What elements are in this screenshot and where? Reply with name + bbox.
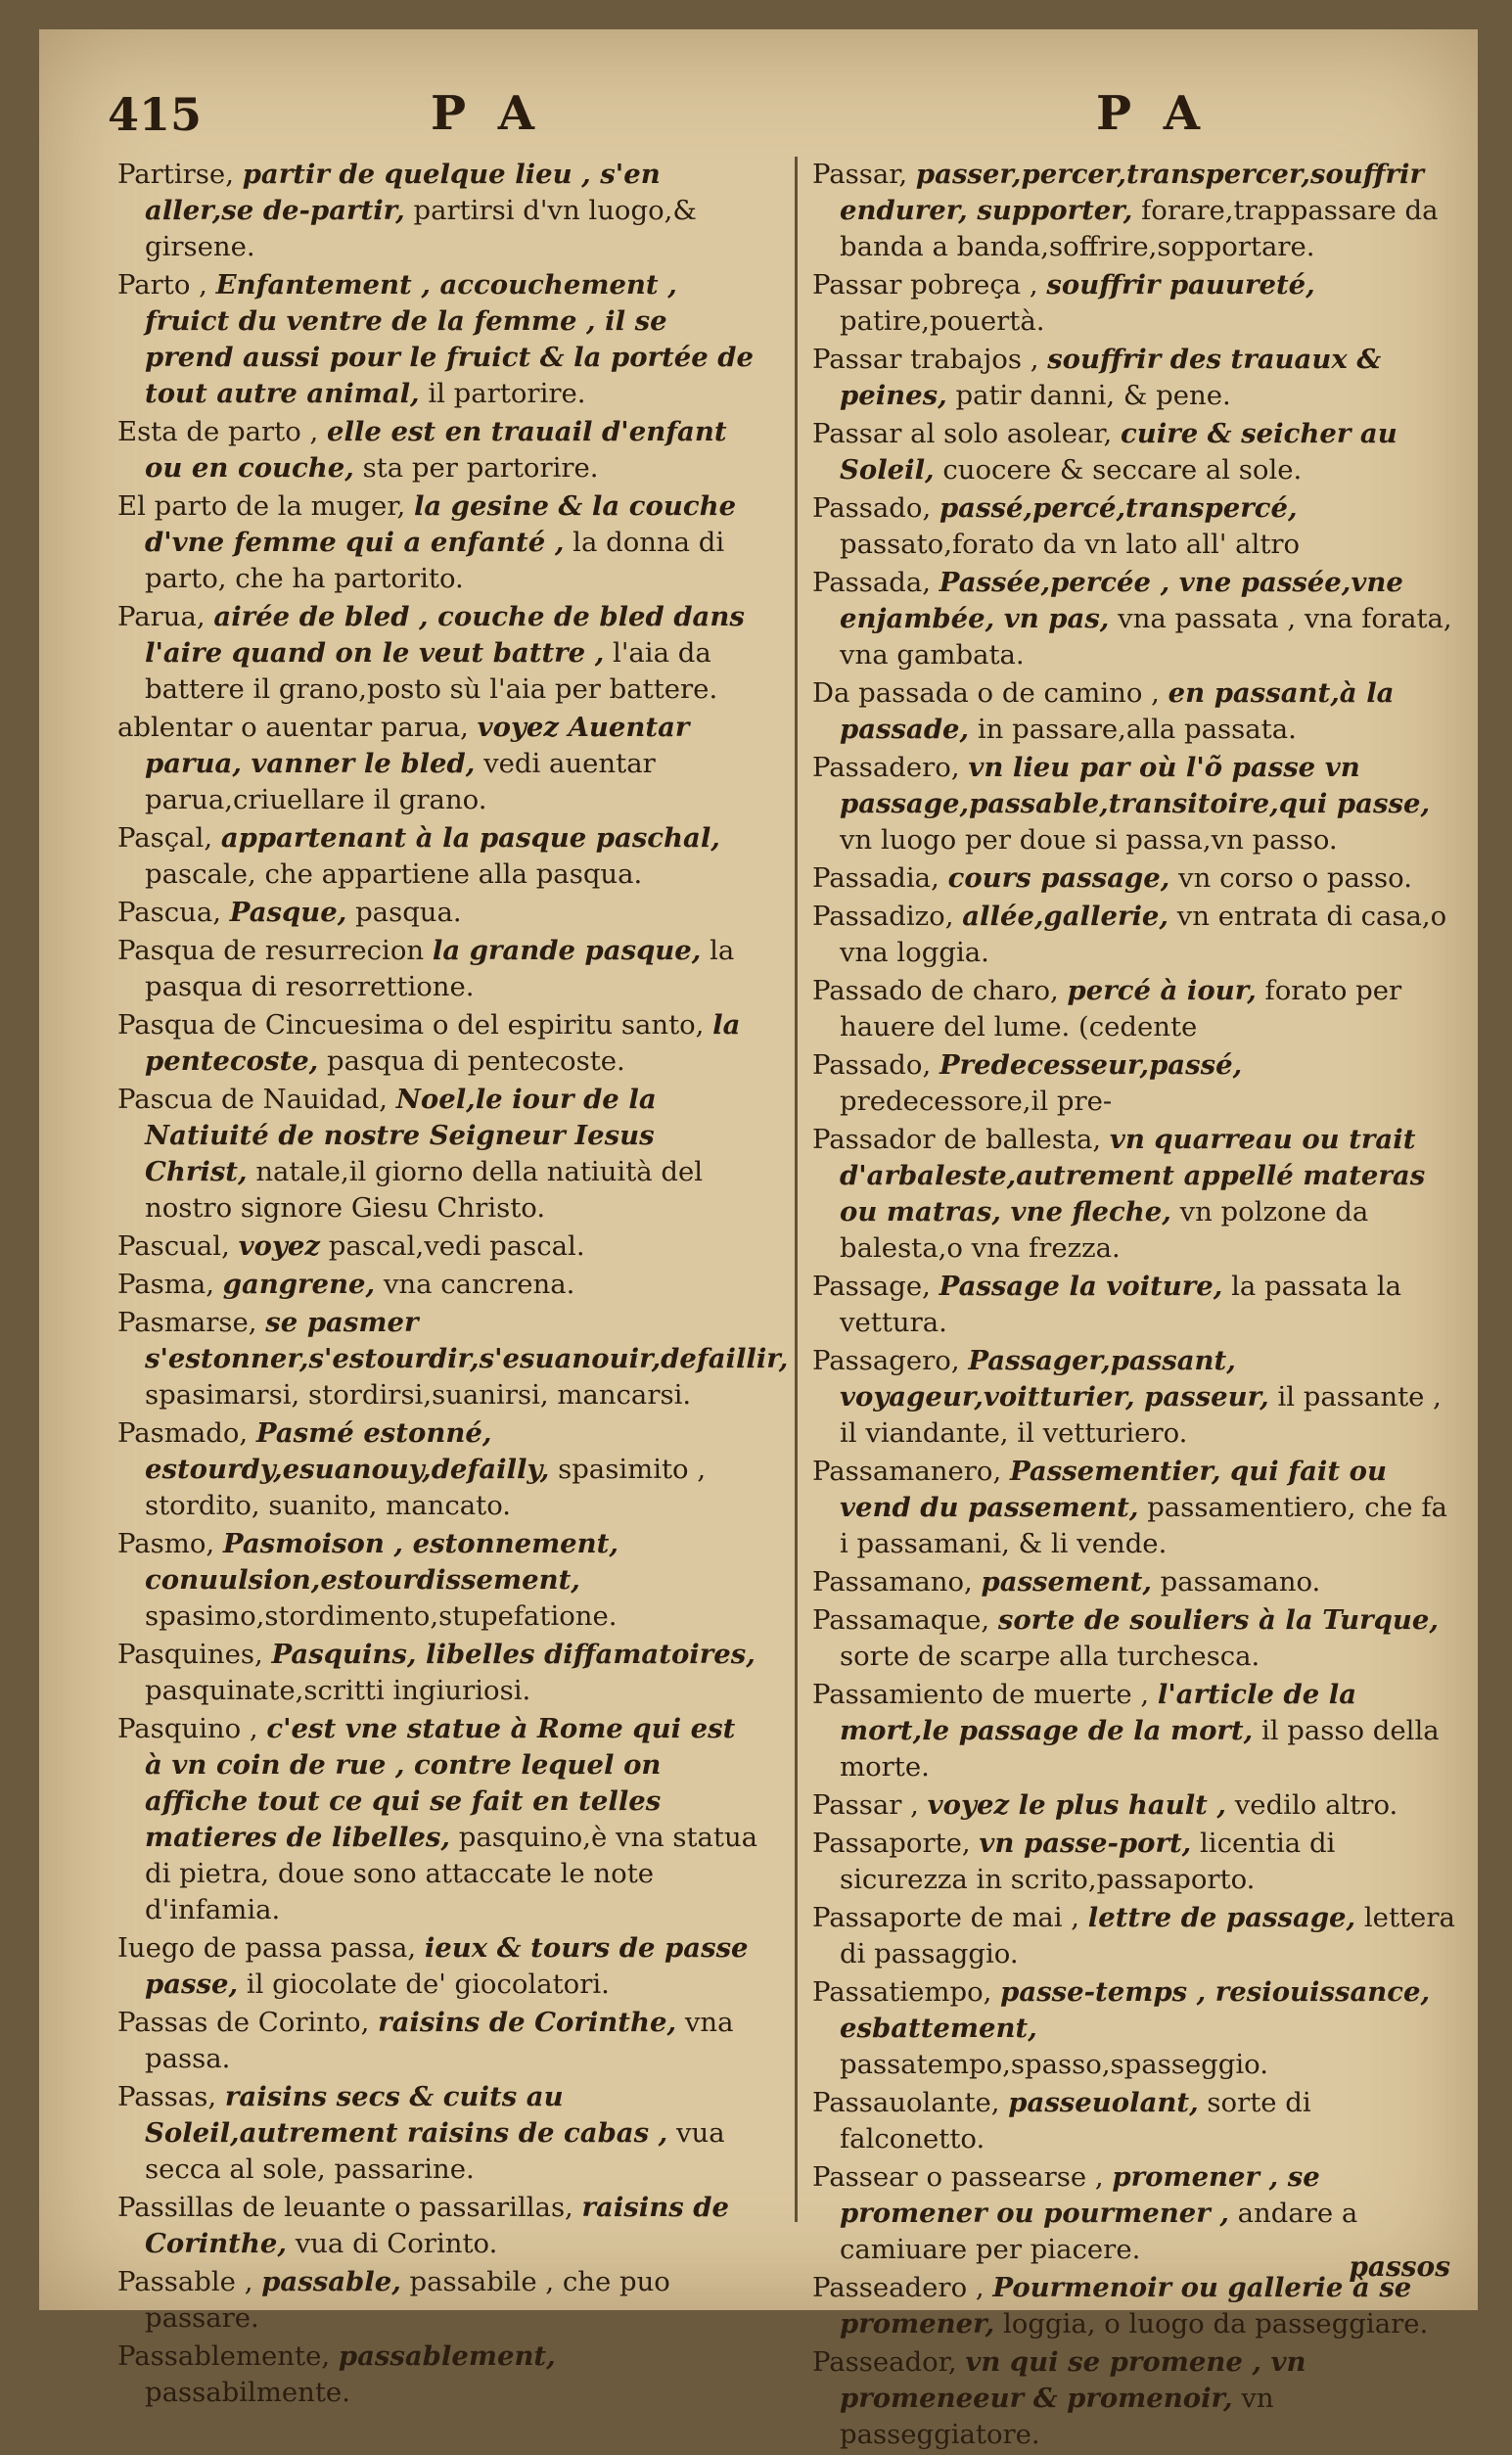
french-gloss: voyez le plus hault , — [927, 1789, 1227, 1821]
headword-spanish: Iuego de passa passa, — [117, 1932, 417, 1964]
headword-spanish: Passauolante, — [812, 2087, 1000, 2118]
right-column — [812, 157, 1458, 2455]
italian-gloss: vedi auentar parua,criuellare il grano. — [145, 748, 656, 815]
french-gloss: Passée,percée , vne passée,vne enjambée, vn pas, — [840, 567, 1403, 634]
french-gloss: lettre de passage, — [1087, 1902, 1356, 1933]
headword-spanish: Parto , — [117, 269, 207, 301]
dictionary-entry — [117, 1711, 758, 1928]
italian-gloss: vua di Corinto. — [295, 2228, 498, 2259]
dictionary-entry — [812, 860, 1458, 897]
italian-gloss: spasimarsi, stordirsi,suanirsi, mancarsi. — [145, 1379, 692, 1411]
french-gloss: Pasmé estonné, estourdy,esuanouy,defailly, — [145, 1417, 550, 1485]
dictionary-entry — [117, 2079, 758, 2188]
dictionary-entry — [812, 1974, 1458, 2083]
dictionary-entry — [117, 2005, 758, 2077]
headword-spanish: Passillas de leuante o passarillas, — [117, 2192, 573, 2223]
dictionary-entry — [812, 1564, 1458, 1600]
french-gloss: vn qui se promene , vn promeneeur & promenoir, — [840, 2346, 1306, 2414]
french-gloss: passé,percé,transpercé, — [939, 492, 1298, 524]
italian-gloss: il partorire. — [428, 378, 586, 409]
italian-gloss: vna passata , vna forata, vna gambata. — [840, 603, 1452, 671]
dictionary-entry — [117, 1637, 758, 1709]
french-gloss: passeuolant, — [1008, 2087, 1199, 2118]
headword-spanish: Passas de Corinto, — [117, 2007, 370, 2038]
italian-gloss: vn polzone da balesta,o vna frezza. — [840, 1196, 1369, 1264]
dictionary-entry — [812, 973, 1458, 1045]
headword-spanish: Passadia, — [812, 862, 939, 894]
dictionary-entry — [812, 675, 1458, 748]
dictionary-entry — [117, 895, 758, 931]
italian-gloss: spasimo,stordimento,stupefatione. — [145, 1600, 618, 1632]
dictionary-entry — [812, 1677, 1458, 1785]
headword-spanish: Passadero, — [812, 752, 960, 783]
italian-gloss: andare a camiuare per piacere. — [840, 2198, 1358, 2265]
italian-gloss: passatempo,spasso,spasseggio. — [840, 2049, 1268, 2080]
italian-gloss: il giocolate de' giocolatori. — [246, 1969, 610, 2000]
headword-spanish: Passar al solo asolear, — [812, 418, 1113, 449]
headword-spanish: Passamiento de muerte , — [812, 1679, 1150, 1710]
french-gloss: Passementier, qui fait ou vend du passement, — [840, 1456, 1387, 1523]
dictionary-entry — [812, 416, 1458, 488]
french-gloss: Passager,passant, voyageur,voitturier, passeur, — [840, 1345, 1269, 1413]
italian-gloss: partirsi d'vn luogo,& girsene. — [145, 195, 697, 262]
italian-gloss: la passata la vettura. — [840, 1271, 1402, 1338]
headword-spanish: El parto de la muger, — [117, 490, 406, 522]
dictionary-entry — [117, 820, 758, 893]
headword-spanish: Parua, — [117, 601, 206, 632]
french-gloss: vn passe-port, — [979, 1828, 1192, 1859]
dictionary-entry — [117, 414, 758, 486]
french-gloss: raisins de Corinthe, — [378, 2007, 677, 2038]
headword-spanish: Passado, — [812, 1049, 932, 1081]
headword-spanish: Pasmo, — [117, 1528, 215, 1559]
running-head-left: P A — [431, 86, 543, 141]
headword-spanish: Passadizo, — [812, 901, 954, 932]
page-number: 415 — [108, 88, 203, 141]
italian-gloss: vua secca al sole, passarine. — [145, 2117, 725, 2185]
french-gloss: raisins de Corinthe, — [145, 2192, 730, 2259]
headword-spanish: Pasqua de resurrecion — [117, 935, 425, 966]
italian-gloss: l'aia da battere il grano,posto sù l'aia per battere. — [145, 637, 718, 705]
italian-gloss: passabile , che puo passare. — [145, 2266, 670, 2334]
french-gloss: sorte de souliers à la Turque, — [997, 1604, 1439, 1636]
italian-gloss: sorte de scarpe alla turchesca. — [840, 1641, 1260, 1672]
italian-gloss: sorte di falconetto. — [840, 2087, 1311, 2154]
french-gloss: Pasquins, libelles diffamatoires, — [271, 1639, 756, 1670]
catchword: passos — [1349, 2250, 1450, 2283]
dictionary-entry — [117, 267, 758, 412]
headword-spanish: Passamanero, — [812, 1456, 1002, 1487]
french-gloss: la grande pasque, — [432, 935, 702, 966]
headword-spanish: Passeador, — [812, 2346, 957, 2378]
french-gloss: appartenant à la pasque paschal, — [220, 822, 720, 854]
italian-gloss: vn passeggiatore. — [840, 2383, 1274, 2450]
italian-gloss: passamentiero, che fa i passamani, & li vende. — [840, 1492, 1447, 1559]
french-gloss: Pourmenoir ou gallerie à se promener, — [840, 2272, 1412, 2339]
french-gloss: Pasmoison , estonnement, conuulsion,estourdissement, — [145, 1528, 619, 1596]
italian-gloss: pascal,vedi pascal. — [328, 1230, 585, 1262]
french-gloss: vn lieu par où l'õ passe vn passage,passable,transitoire,qui passe, — [840, 752, 1431, 819]
italian-gloss: licentia di sicurezza in scrito,passaporto. — [840, 1828, 1336, 1895]
dictionary-entry — [117, 1526, 758, 1635]
headword-spanish: Pascual, — [117, 1230, 230, 1262]
italian-gloss: pasquinate,scritti ingiuriosi. — [145, 1675, 531, 1706]
dictionary-entry — [812, 342, 1458, 414]
headword-spanish: Passear o passearse , — [812, 2161, 1104, 2193]
dictionary-entry — [812, 1047, 1458, 1120]
dictionary-entry — [117, 2264, 758, 2337]
french-gloss: c'est vne statue à Rome qui est à vn coin de rue , contre lequel on affiche tout ce qui se fait en telles matieres de libelles, — [145, 1713, 736, 1853]
french-gloss: passe-temps , resiouissance, esbattement, — [840, 1976, 1431, 2044]
french-gloss: elle est en trauail d'enfant ou en couche, — [145, 416, 727, 484]
dictionary-entry — [812, 1900, 1458, 1972]
dictionary-entry — [812, 1787, 1458, 1824]
left-column — [117, 157, 789, 2413]
french-gloss: passablement, — [338, 2340, 556, 2372]
headword-spanish: Passador de ballesta, — [812, 1124, 1102, 1155]
dictionary-entry — [117, 1082, 758, 1227]
headword-spanish: Passado, — [812, 492, 932, 524]
italian-gloss: cuocere & seccare al sole. — [942, 454, 1303, 486]
french-gloss: ieux & tours de passe passe, — [145, 1932, 749, 2000]
headword-spanish: Da passada o de camino , — [812, 677, 1160, 709]
french-gloss: se pasmer s'estonner,s'estourdir,s'esuanouir,defaillir, — [145, 1307, 789, 1374]
dictionary-entry — [117, 1415, 758, 1524]
running-head-right: P A — [1096, 86, 1209, 141]
french-gloss: Pasque, — [229, 897, 347, 928]
column-divider — [795, 157, 798, 2222]
dictionary-entry — [117, 2190, 758, 2262]
french-gloss: la gesine & la couche d'vne femme qui a enfanté , — [145, 490, 737, 558]
italian-gloss: vn corso o passo. — [1178, 862, 1412, 894]
headword-spanish: Pasqua de Cincuesima o del espiritu santo, — [117, 1009, 705, 1041]
italian-gloss: loggia, o luogo da passeggiare. — [1002, 2308, 1429, 2339]
dictionary-entry — [117, 1305, 789, 1413]
french-gloss: souffrir pauureté, — [1046, 269, 1315, 301]
dictionary-entry — [812, 1826, 1458, 1898]
italian-gloss: natale,il giorno della natiuità del nostro signore Giesu Christo. — [145, 1156, 704, 1224]
headword-spanish: Pasçal, — [117, 822, 213, 854]
dictionary-entry — [812, 1343, 1458, 1452]
dictionary-entry — [812, 1122, 1458, 1267]
french-gloss: vn quarreau ou trait d'arbaleste,autrement appellé materas ou matras, vne fleche, — [840, 1124, 1426, 1228]
headword-spanish: Passar, — [812, 159, 908, 190]
french-gloss: airée de bled , couche de bled dans l'aire quand on le veut battre , — [145, 601, 745, 669]
dictionary-entry — [812, 157, 1458, 265]
dictionary-entry — [117, 599, 758, 708]
french-gloss: souffrir des trauaux & peines, — [840, 344, 1382, 411]
french-gloss: voyez Auentar parua, vanner le bled, — [145, 712, 690, 779]
italian-gloss: pasqua di pentecoste. — [327, 1045, 625, 1077]
french-gloss: gangrene, — [222, 1269, 376, 1300]
headword-spanish: Passar pobreça , — [812, 269, 1038, 301]
french-gloss: en passant,à la passade, — [840, 677, 1395, 745]
headword-spanish: Passas, — [117, 2081, 217, 2112]
headword-spanish: Pascua, — [117, 897, 222, 928]
headword-spanish: ablentar o auentar parua, — [117, 712, 469, 743]
dictionary-page — [39, 29, 1478, 2450]
headword-spanish: Passage, — [812, 1271, 931, 1302]
headword-spanish: Passamano, — [812, 1566, 973, 1598]
headword-spanish: Pasmarse, — [117, 1307, 257, 1338]
headword-spanish: Passagero, — [812, 1345, 960, 1376]
italian-gloss: passabilmente. — [145, 2377, 350, 2408]
italian-gloss: in passare,alla passata. — [977, 714, 1297, 745]
italian-gloss: la pasqua di resorrettione. — [145, 935, 735, 1002]
headword-spanish: Pasmado, — [117, 1417, 249, 1449]
headword-spanish: Pasquino , — [117, 1713, 258, 1744]
italian-gloss: vn entrata di casa,o vna loggia. — [840, 901, 1447, 968]
french-gloss: Passage la voiture, — [939, 1271, 1223, 1302]
italian-gloss: forato per hauere del lume. (cedente — [840, 975, 1402, 1042]
italian-gloss: patir danni, & pene. — [955, 380, 1231, 411]
italian-gloss: la donna di parto, che ha partorito. — [145, 527, 725, 594]
dictionary-entry — [117, 488, 758, 597]
french-gloss: partir de quelque lieu , s'en aller,se de-partir, — [145, 159, 661, 226]
headword-spanish: Pascua de Nauidad, — [117, 1084, 388, 1115]
italian-gloss: patire,pouertà. — [840, 305, 1045, 337]
italian-gloss: il passante , il viandante, il vetturiero. — [840, 1381, 1442, 1449]
french-gloss: allée,gallerie, — [962, 901, 1168, 932]
italian-gloss: forare,trappassare da banda a banda,soffrire,sopportare. — [840, 195, 1439, 262]
italian-gloss: pasquino,è vna statua di pietra, doue sono attaccate le note d'infamia. — [145, 1822, 758, 1925]
italian-gloss: passato,forato da vn lato all' altro — [840, 529, 1301, 560]
italian-gloss: passamano. — [1160, 1566, 1321, 1598]
french-gloss: percé à iour, — [1067, 975, 1257, 1006]
dictionary-entry — [117, 710, 758, 818]
dictionary-entry — [812, 565, 1458, 673]
headword-spanish: Pasma, — [117, 1269, 214, 1300]
french-gloss: cuire & seicher au Soleil, — [840, 418, 1397, 486]
headword-spanish: Passaporte de mai , — [812, 1902, 1080, 1933]
dictionary-entry — [812, 1454, 1458, 1562]
french-gloss: voyez — [238, 1230, 320, 1262]
headword-spanish: Passada, — [812, 567, 932, 598]
headword-spanish: Passablemente, — [117, 2340, 331, 2372]
french-gloss: Noel,le iour de la Natiuité de nostre Seigneur Iesus Christ, — [145, 1084, 657, 1187]
french-gloss: l'article de la mort,le passage de la mort, — [840, 1679, 1357, 1746]
headword-spanish: Partirse, — [117, 159, 234, 190]
italian-gloss: vna passa. — [145, 2007, 734, 2074]
french-gloss: passable, — [261, 2266, 401, 2297]
headword-spanish: Passeadero , — [812, 2272, 985, 2303]
italian-gloss: spasimito , stordito, suanito, mancato. — [145, 1454, 707, 1521]
dictionary-entry — [117, 157, 758, 265]
french-gloss: Enfantement , accouchement , fruict du ventre de la femme , il se prend aussi pour le fruict & la portée de tout autre animal, — [145, 269, 755, 409]
italian-gloss: vedilo altro. — [1234, 1789, 1398, 1821]
dictionary-entry — [812, 2085, 1458, 2157]
headword-spanish: Passar trabajos , — [812, 344, 1039, 375]
dictionary-entry — [812, 1602, 1458, 1675]
headword-spanish: Passado de charo, — [812, 975, 1059, 1006]
french-gloss: la pentecoste, — [145, 1009, 741, 1077]
french-gloss: cours passage, — [947, 862, 1170, 894]
italian-gloss: pasqua. — [355, 897, 462, 928]
dictionary-entry — [117, 1267, 758, 1303]
french-gloss: Predecesseur,passé, — [939, 1049, 1243, 1081]
dictionary-entry — [117, 933, 758, 1005]
french-gloss: promener , se promener ou pourmener , — [840, 2161, 1320, 2229]
headword-spanish: Esta de parto , — [117, 416, 319, 447]
headword-spanish: Pasquines, — [117, 1639, 263, 1670]
italian-gloss: predecessore,il pre- — [840, 1086, 1113, 1117]
italian-gloss: pascale, che appartiene alla pasqua. — [145, 858, 643, 890]
italian-gloss: il passo della morte. — [840, 1715, 1440, 1783]
headword-spanish: Passamaque, — [812, 1604, 990, 1636]
dictionary-entry — [117, 1007, 758, 1080]
dictionary-entry — [117, 1228, 758, 1265]
dictionary-entry — [117, 1930, 758, 2003]
dictionary-entry — [812, 750, 1458, 858]
french-gloss: passer,percer,transpercer,souffrir endurer, supporter, — [840, 159, 1424, 226]
dictionary-entry — [812, 899, 1458, 971]
headword-spanish: Passable , — [117, 2266, 253, 2297]
italian-gloss: vna cancrena. — [383, 1269, 575, 1300]
italian-gloss: lettera di passaggio. — [840, 1902, 1455, 1969]
headword-spanish: Passaporte, — [812, 1828, 971, 1859]
dictionary-entry — [117, 2339, 758, 2411]
french-gloss: passement, — [981, 1566, 1152, 1598]
italian-gloss: sta per partorire. — [362, 452, 599, 484]
french-gloss: raisins secs & cuits au Soleil,autrement raisins de cabas , — [145, 2081, 668, 2149]
dictionary-entry — [812, 1269, 1458, 1341]
italian-gloss: vn luogo per doue si passa,vn passo. — [840, 824, 1338, 856]
dictionary-entry — [812, 2344, 1458, 2453]
headword-spanish: Passatiempo, — [812, 1976, 992, 2008]
headword-spanish: Passar , — [812, 1789, 919, 1821]
dictionary-entry — [812, 490, 1458, 563]
dictionary-entry — [812, 267, 1458, 340]
